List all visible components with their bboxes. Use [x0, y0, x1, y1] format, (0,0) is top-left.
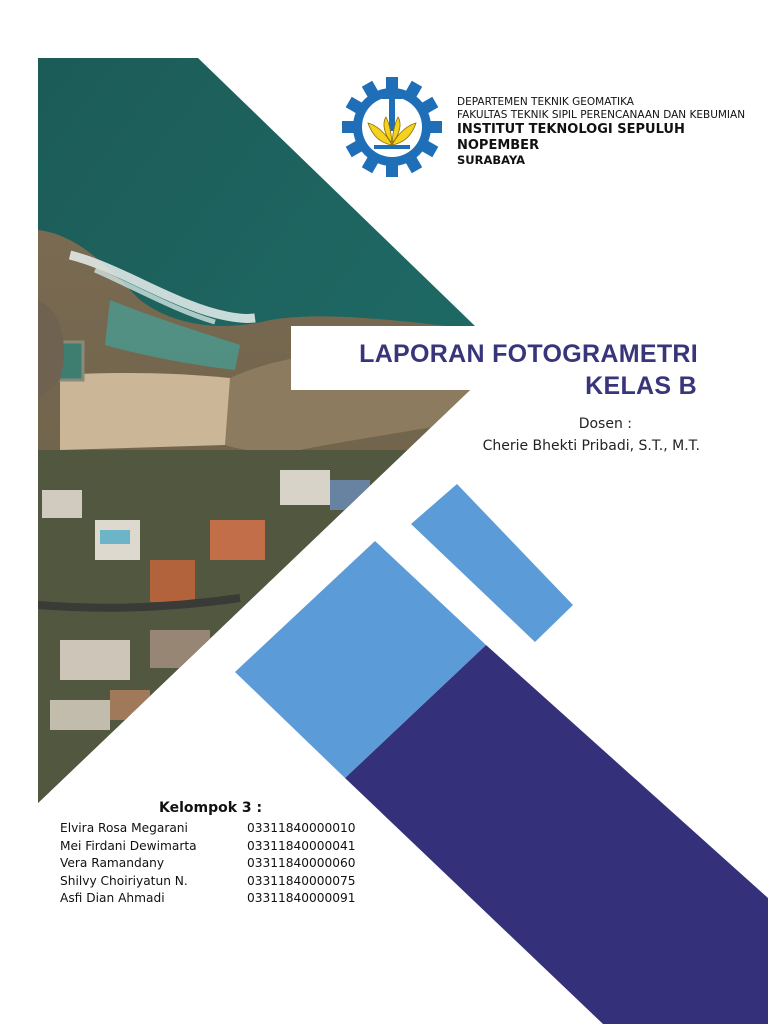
member-name: Shilvy Choiriyatun N.	[60, 873, 188, 888]
faculty-name: FAKULTAS TEKNIK SIPIL PERENCANAAN DAN KEBUMIAN	[457, 108, 746, 121]
its-gear-emblem-icon	[342, 77, 442, 177]
member-row	[60, 855, 370, 873]
member-nrp: 03311840000075	[247, 873, 356, 888]
member-row	[60, 873, 370, 891]
member-name: Mei Firdani Dewimarta	[60, 838, 197, 853]
report-title: LAPORAN FOTOGRAMETRI	[359, 340, 698, 368]
report-class: KELAS B	[585, 372, 697, 400]
institute-name: INSTITUT TEKNOLOGI SEPULUH NOPEMBER	[457, 122, 685, 153]
group-members	[60, 800, 370, 908]
group-title: Kelompok 3 :	[159, 800, 263, 816]
member-row	[60, 838, 370, 856]
lecturer-name: Cherie Bhekti Pribadi, S.T., M.T.	[482, 438, 700, 454]
department-name: DEPARTEMEN TEKNIK GEOMATIKA	[457, 96, 634, 108]
member-nrp: 03311840000010	[247, 821, 356, 835]
member-row	[60, 890, 370, 908]
city-name: SURABAYA	[457, 153, 526, 168]
lecturer-label: Dosen :	[578, 416, 632, 432]
member-nrp: 03311840000091	[247, 891, 356, 905]
institution-header	[457, 96, 768, 168]
member-row	[60, 820, 370, 838]
member-name: Vera Ramandany	[60, 856, 165, 870]
member-name: Asfi Dian Ahmadi	[60, 891, 165, 905]
member-name: Elvira Rosa Megarani	[60, 821, 188, 835]
member-nrp: 03311840000060	[247, 856, 356, 870]
member-nrp: 03311840000041	[247, 838, 356, 853]
